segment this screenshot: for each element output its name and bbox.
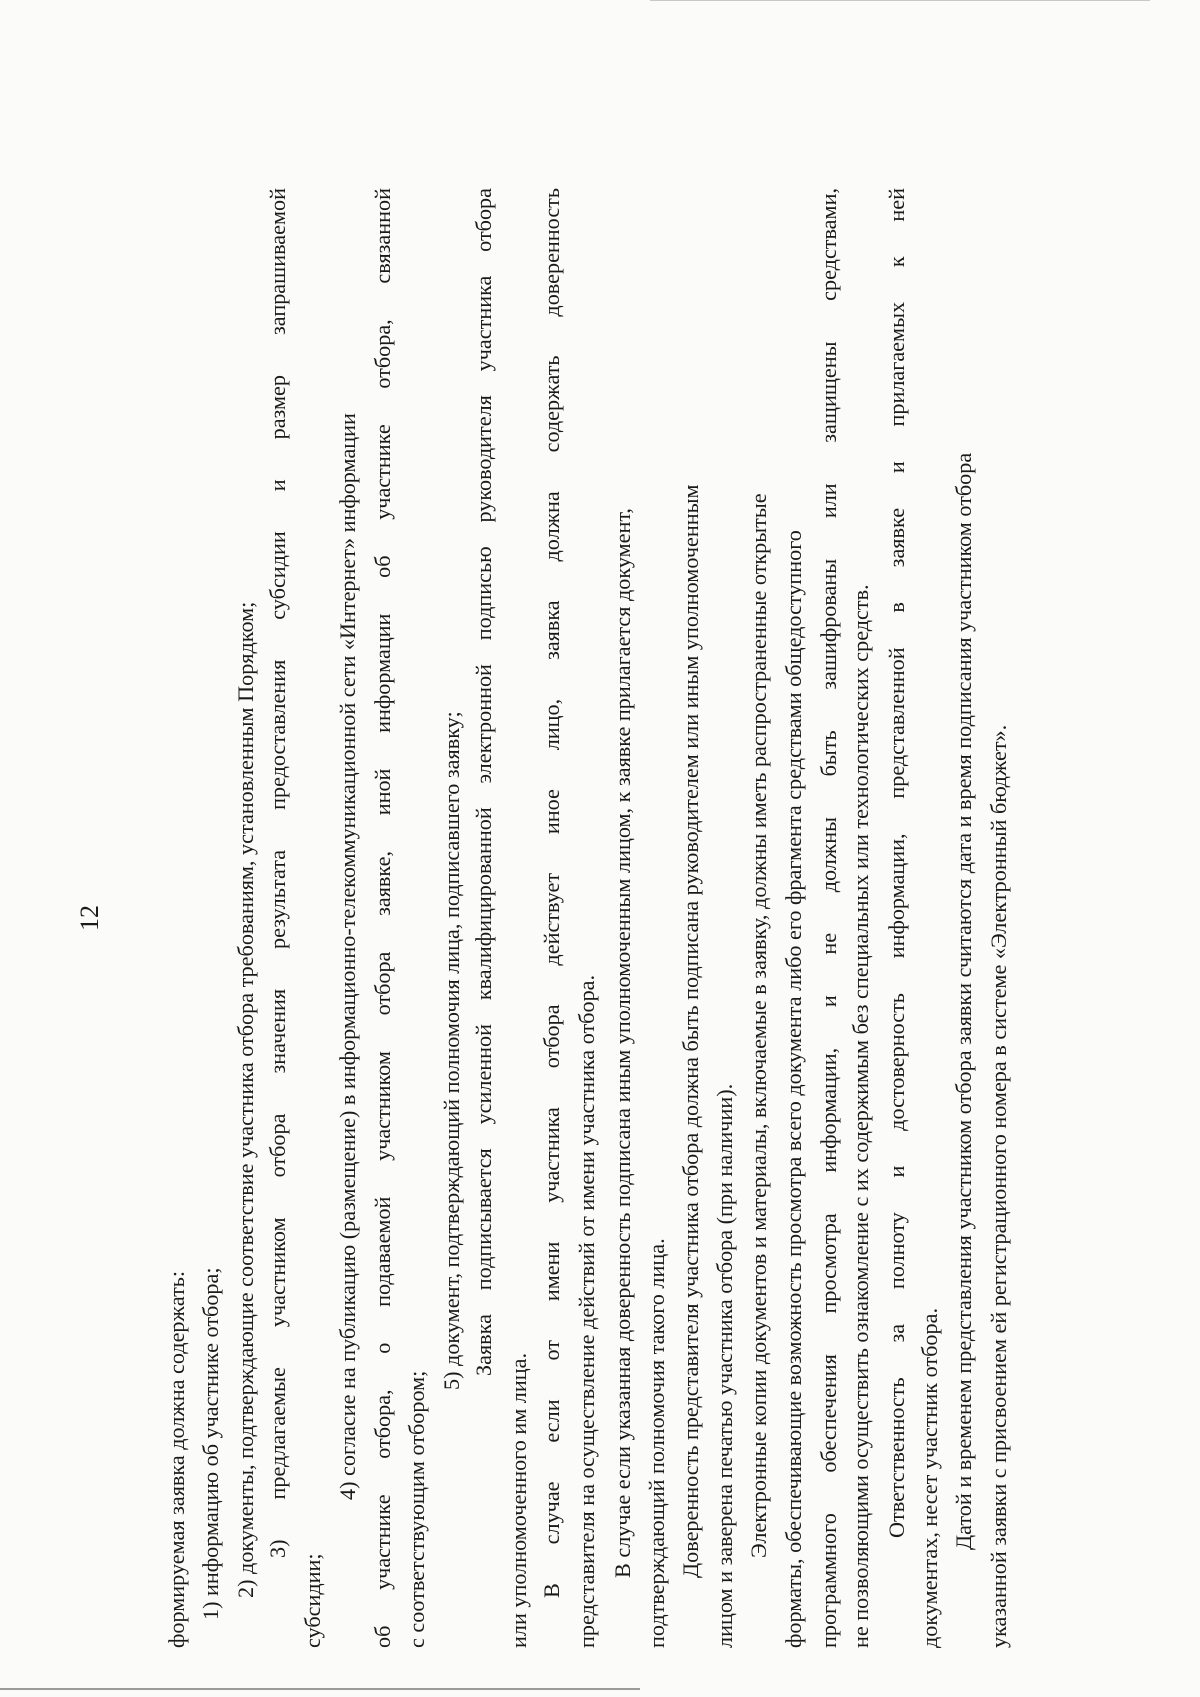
text-line: с соответствующим отбором; xyxy=(404,1370,429,1648)
text-line: программного обеспечения просмотра информации, и не должны быть зашифрованы или защищены средствами, xyxy=(816,188,841,1648)
text-line: 1) информацию об участнике отбора; xyxy=(198,1267,223,1620)
rotated-text-block xyxy=(75,88,1120,1648)
text-line: подтверждающий полномочия такого лица. xyxy=(644,1238,669,1648)
text-line: указанной заявки с присвоением ей регистрационного номера в системе «Электронный бюджет». xyxy=(986,724,1011,1648)
text-line: субсидии; xyxy=(300,1553,325,1648)
text-line: 5) документ, подтверждающий полномочия лица, подписавшего заявку; xyxy=(439,711,464,1390)
text-line: Заявка подписывается усиленной квалифицированной электронной подписью руководителя участника отбора xyxy=(471,188,496,1376)
text-line: лицом и заверена печатью участника отбора (при наличии). xyxy=(712,1083,737,1648)
text-line: 4) согласие на публикацию (размещение) в информационно-телекоммуникационной сети «Интернет» информации xyxy=(335,413,360,1500)
text-line: В случае если от имени участника отбора действует иное лицо, заявка должна содержать доверенность xyxy=(539,188,564,1598)
text-line: не позволяющими осуществить ознакомление с их содержимым без специальных или технологических средств. xyxy=(848,584,873,1648)
text-line: 3) предлагаемые участником отбора значения результата предоставления субсидии и размер запрашиваемой xyxy=(265,188,290,1558)
scan-edge-bottom xyxy=(0,1688,640,1690)
page-number: 12 xyxy=(75,905,104,931)
text-line: В случае если указанная доверенность подписана иным уполномоченным лицом, к заявке прилагается документ, xyxy=(610,508,635,1578)
text-line: формируемая заявка должна содержать: xyxy=(164,1270,189,1648)
text-line: форматы, обеспечивающие возможность просмотра всего документа либо его фрагмента средствами общедоступного xyxy=(781,530,806,1648)
scan-edge-top xyxy=(650,0,1150,1)
text-line: Датой и временем представления участником отбора заявки считаются дата и время подписания участником отбора xyxy=(951,452,976,1550)
text-line: Доверенность представителя участника отбора должна быть подписана руководителем или иным уполномоченным xyxy=(678,484,703,1578)
text-line: 2) документы, подтверждающие соответствие участника отбора требованиям, установленным Порядком; xyxy=(233,601,258,1598)
text-line: об участнике отбора, о подаваемой участником отбора заявке, иной информации об участнике отбора, связанной xyxy=(370,188,395,1648)
text-line: представителя на осуществление действий от имени участника отбора. xyxy=(574,974,599,1648)
text-line: Электронные копии документов и материалы, включаемые в заявку, должны иметь распространенные открытые xyxy=(746,493,771,1558)
text-line: документах, несет участник отбора. xyxy=(917,1308,942,1648)
text-line: Ответственность за полноту и достоверность информации, представленной в заявке и прилагаемых к ней xyxy=(884,188,909,1538)
text-line: или уполномоченного им лица. xyxy=(506,1352,531,1648)
